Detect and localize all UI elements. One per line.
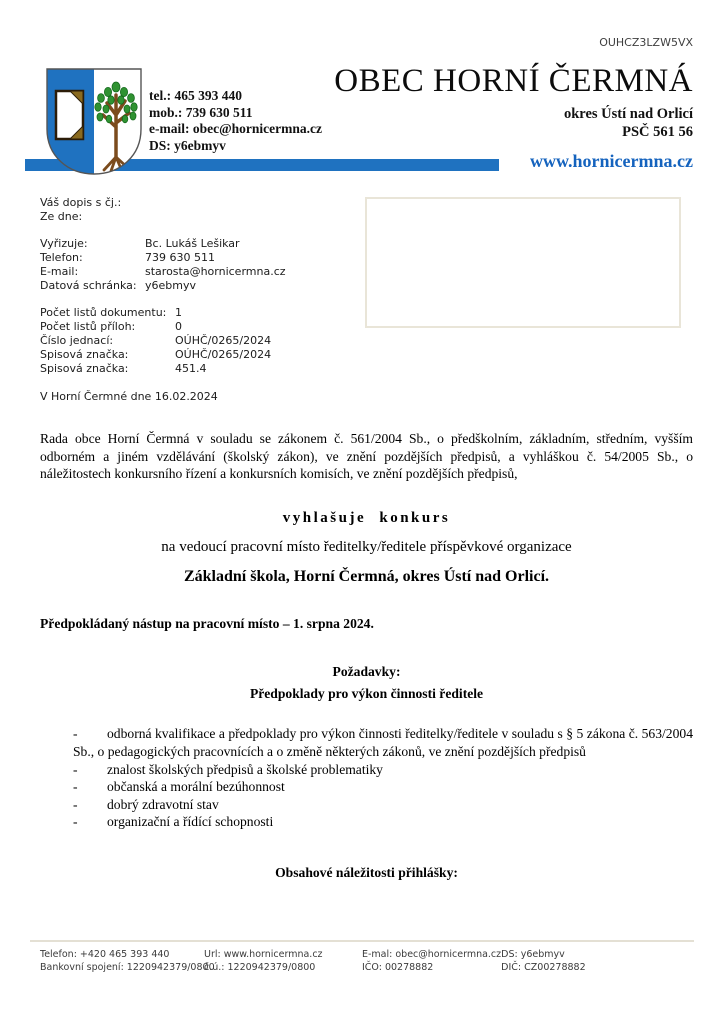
metadata-row (40, 279, 286, 293)
metadata-value: 1 (175, 306, 182, 319)
requirements-subheading: Předpoklady pro výkon činnosti ředitele (249, 685, 484, 701)
metadata-label: Číslo jednací: (40, 334, 114, 347)
metadata-reference-group (40, 196, 286, 224)
footer-column (362, 948, 501, 974)
footer-line: Bankovní spojení: 1220942379/0800 (40, 962, 215, 973)
footer-line: IČO: 00278882 (362, 962, 434, 973)
metadata-row (40, 237, 286, 251)
metadata-row (40, 320, 286, 334)
requirements-list (40, 725, 693, 831)
metadata-file-group (40, 306, 286, 376)
list-item (73, 796, 693, 814)
metadata-row (40, 348, 286, 362)
list-item (73, 725, 693, 760)
dash-bullet: - (73, 779, 78, 795)
metadata-value: 0 (175, 320, 182, 333)
metadata-label: Vyřizuje: (40, 237, 88, 250)
list-item (73, 761, 693, 779)
organization-name: Základní škola, Horní Čermná, okres Ústí nad Orlicí. (183, 567, 550, 585)
list-item (73, 778, 693, 796)
metadata-contact-group (40, 237, 286, 293)
metadata-value: Bc. Lukáš Lešikar (145, 237, 240, 250)
header-contact-block (149, 88, 322, 154)
start-date-line: Předpokládaný nástup na pracovní místo – 1. srpna 2024. (40, 615, 374, 631)
footer (40, 948, 700, 974)
metadata-label: Telefon: (40, 251, 83, 264)
letter-metadata (40, 196, 286, 404)
dash-bullet: - (73, 726, 78, 742)
metadata-row (40, 334, 286, 348)
postal-code-line: PSČ 561 56 (622, 124, 693, 140)
metadata-label: E-mail: (40, 265, 79, 278)
metadata-row (40, 265, 286, 279)
metadata-row (40, 362, 286, 376)
metadata-row (40, 196, 286, 210)
list-item-text: dobrý zdravotní stav (107, 796, 219, 812)
metadata-value: 451.4 (175, 362, 207, 375)
dash-bullet: - (73, 796, 78, 812)
website-text: www.hornicermna.cz (530, 151, 693, 171)
footer-line: DIČ: CZ00278882 (501, 962, 586, 973)
metadata-label: Počet listů příloh: (40, 320, 136, 333)
dash-bullet: - (73, 814, 78, 830)
intro-paragraph: Rada obce Horní Čermná v souladu se zákonem č. 561/2004 Sb., o předškolním, základním, středním, vyšším odborném a jiném vzdělávání (školský zákon), ve znění pozdějších předpisů, a vyhláškou č. 54/2005 Sb., o náležitostech konkursního řízení a konkursních komisích, ve znění pozdějších předpisů, (40, 431, 693, 482)
list-item-text: odborná kvalifikace a předpoklady pro výkon činnosti ředitelky/ředitele v souladu s § 5 zákona č. 563/2004 Sb., o pedagogických pracovnících a o změně některých zákonů, ve znění pozdějších předpisů (73, 726, 693, 759)
list-item-text: občanská a morální bezúhonnost (107, 779, 285, 795)
header-contact-line: e-mail: obec@hornicermna.cz (149, 121, 323, 136)
metadata-label: Spisová značka: (40, 362, 129, 375)
requirements-heading: Požadavky: (332, 664, 401, 680)
metadata-row (40, 306, 286, 320)
page-title: OBEC HORNÍ ČERMNÁ (334, 63, 693, 99)
letter-body (40, 430, 693, 882)
metadata-row (40, 210, 286, 224)
metadata-label: Spisová značka: (40, 348, 129, 361)
footer-column (204, 948, 362, 974)
date-line: V Horní Čermné dne 16.02.2024 (40, 390, 218, 403)
metadata-label: Počet listů dokumentu: (40, 306, 167, 319)
document-code: OUHCZ3LZW5VX (599, 36, 693, 49)
header-contact-line: tel.: 465 393 440 (149, 88, 242, 103)
footer-line: E-mal: obec@hornicermna.cz (362, 949, 502, 960)
door-icon (56, 91, 83, 139)
metadata-value: OÚHČ/0265/2024 (175, 348, 272, 361)
list-item-text: znalost školských předpisů a školské problematiky (107, 761, 383, 777)
metadata-value: OÚHČ/0265/2024 (175, 334, 272, 347)
header-contact-line: DS: y6ebmyv (149, 137, 226, 153)
announcement-subheading: na vedoucí pracovní místo ředitelky/ředitele příspěvkové organizace (161, 539, 572, 556)
footer-line: č.ú.: 1220942379/0800 (204, 962, 316, 973)
application-contents-heading: Obsahové náležitosti přihlášky: (275, 864, 458, 880)
footer-line: Url: www.hornicermna.cz (204, 949, 323, 960)
metadata-label: Ze dne: (40, 210, 83, 223)
footer-divider (30, 940, 694, 942)
footer-column (501, 948, 585, 974)
metadata-row (40, 251, 286, 265)
district-line: okres Ústí nad Orlicí (563, 106, 693, 122)
metadata-value: 739 630 511 (145, 251, 215, 264)
list-item (73, 813, 693, 831)
address-window-box (365, 197, 681, 328)
list-item-text: organizační a řídící schopnosti (107, 814, 274, 830)
dash-bullet: - (73, 761, 78, 777)
metadata-label: Datová schránka: (40, 279, 137, 292)
header-contact-line: mob.: 739 630 511 (149, 104, 253, 120)
metadata-label: Váš dopis s čj.: (40, 196, 122, 209)
footer-line: DS: y6ebmyv (501, 949, 565, 960)
coat-of-arms-icon (45, 67, 143, 177)
footer-column (40, 948, 215, 974)
metadata-value: starosta@hornicermna.cz (145, 265, 286, 278)
coat-of-arms (45, 67, 143, 177)
metadata-value: y6ebmyv (145, 279, 196, 292)
announcement-heading: vyhlašuje konkurs (282, 509, 451, 526)
footer-line: Telefon: +420 465 393 440 (40, 949, 170, 960)
